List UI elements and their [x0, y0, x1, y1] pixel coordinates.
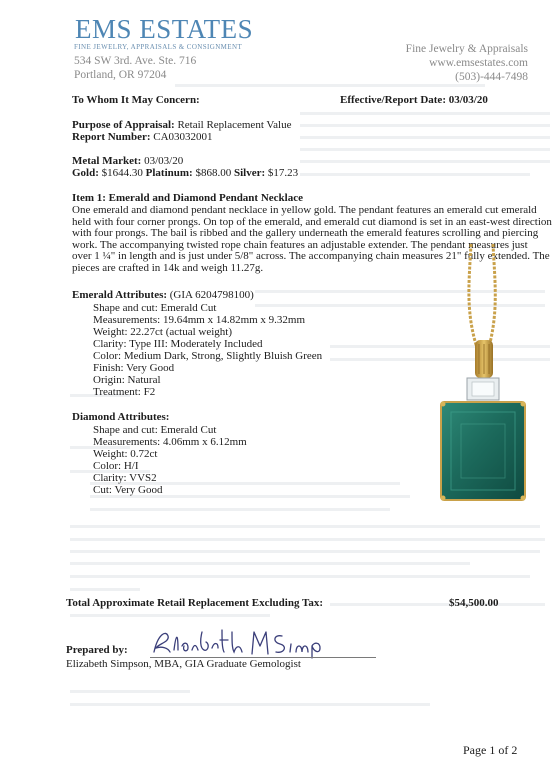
diamond-attributes [93, 425, 247, 497]
purpose-value: Retail Replacement Value [177, 119, 292, 131]
report-label: Report Number: [72, 131, 151, 143]
emerald-attribute: Origin: Natural [93, 374, 161, 386]
ghost-line [300, 160, 550, 163]
ghost-line [330, 603, 545, 606]
emerald-attribute: Color: Medium Dark, Strong, Slightly Bluish Green [93, 350, 323, 362]
header-website: www.emsestates.com [429, 57, 528, 69]
emerald-attribute: Weight: 22.27ct (actual weight) [93, 326, 233, 338]
emerald-attribute: Measurements: 19.64mm x 14.82mm x 9.32mm [93, 314, 306, 326]
ghost-line [70, 588, 140, 591]
silver-label: Silver: [233, 167, 266, 179]
handwritten-signature [148, 626, 328, 660]
metal-market-date: 03/03/20 [144, 155, 184, 167]
ghost-line [175, 84, 485, 87]
page-number: Page 1 of 2 [463, 743, 518, 757]
pendant-photo [435, 244, 535, 506]
diamond-heading: Diamond Attributes: [72, 411, 170, 423]
diamond-attribute: Shape and cut: Emerald Cut [93, 424, 217, 436]
address-line-1: 534 SW 3rd. Ave. Ste. 716 [74, 55, 197, 67]
emerald-attribute: Finish: Very Good [93, 362, 175, 374]
company-tagline: FINE JEWELRY, APPRAISALS & CONSIGNMENT [74, 43, 243, 51]
ghost-line [70, 614, 270, 617]
platinum-label: Platinum: [145, 167, 193, 179]
metal-market-row [72, 156, 183, 168]
emerald-heading: Emerald Attributes: [72, 289, 168, 301]
ghost-line [300, 136, 550, 139]
gold-value: $1644.30 [101, 167, 143, 179]
ghost-line [300, 124, 550, 127]
chain-left [469, 244, 479, 354]
chain-right [487, 244, 495, 354]
ghost-line [70, 562, 470, 565]
item-line: over 1 ¼" in length and is just under 5/8" across. The accompanying chain measures 21" fully extended. The [72, 250, 550, 262]
ghost-line [70, 525, 540, 528]
ghost-line [70, 575, 530, 578]
ghost-line [70, 538, 545, 541]
silver-value: $17.23 [267, 167, 299, 179]
total-value: $54,500.00 [449, 597, 499, 609]
report-value: CA03032001 [153, 131, 213, 143]
purpose-row [72, 120, 291, 132]
header-phone: (503)-444-7498 [455, 71, 528, 83]
effective-date: Effective/Report Date: 03/03/20 [340, 94, 488, 106]
item-line: with four prongs. The bail is ribbed and the gallery underneath the emerald features scrolling and piercing [72, 227, 539, 239]
report-row [72, 132, 213, 144]
diamond-attribute: Color: H/I [93, 460, 139, 472]
emerald-attribute: Clarity: Type III: Moderately Included [93, 338, 263, 350]
ghost-line [90, 508, 390, 511]
ghost-line [300, 148, 550, 151]
salutation: To Whom It May Concern: [72, 94, 200, 106]
platinum-value: $868.00 [195, 167, 232, 179]
appraiser-name-title: Elizabeth Simpson, MBA, GIA Graduate Gemologist [66, 658, 301, 670]
ghost-line [300, 112, 550, 115]
total-label: Total Approximate Retail Replacement Excluding Tax: [66, 597, 323, 609]
item-line: held with four corner prongs. On top of the emerald, and emerald cut diamond is set in an east-west direction [72, 215, 552, 228]
diamond-attribute: Cut: Very Good [93, 484, 163, 496]
emerald-gia-number: (GIA 6204798100) [169, 289, 254, 301]
address-line-2: Portland, OR 97204 [74, 69, 167, 81]
ghost-line [70, 690, 190, 693]
ghost-line [70, 703, 430, 706]
header-right-line-1: Fine Jewelry & Appraisals [405, 43, 528, 55]
ghost-line [70, 550, 540, 553]
purpose-label: Purpose of Appraisal: [72, 119, 175, 131]
prepared-by-label: Prepared by: [66, 644, 128, 656]
emerald-stone [441, 402, 525, 500]
item-line: work. The accompanying twisted rope chain features an adjustable extender. The pendant measures just [72, 238, 528, 251]
emerald-attribute: Shape and cut: Emerald Cut [93, 302, 217, 314]
emerald-heading-row [72, 290, 254, 302]
emerald-attributes [93, 303, 322, 399]
emerald-attribute: Treatment: F2 [93, 386, 156, 398]
company-logo: EMS ESTATES [75, 14, 254, 44]
metal-prices-row [72, 168, 298, 180]
metal-market-label: Metal Market: [72, 155, 142, 167]
diamond-attribute: Weight: 0.72ct [93, 448, 158, 460]
ghost-line [300, 173, 530, 176]
item-line: One emerald and diamond pendant necklace in yellow gold. The pendant features an emerald cut emerald [72, 204, 537, 216]
diamond-attribute: Clarity: VVS2 [93, 472, 157, 484]
gold-label: Gold: [72, 167, 99, 179]
item-title: Item 1: Emerald and Diamond Pendant Necklace [72, 192, 303, 204]
diamond-attribute: Measurements: 4.06mm x 6.12mm [93, 436, 247, 448]
item-line: pieces are crafted in 14k and weigh 11.27g. [72, 261, 264, 274]
